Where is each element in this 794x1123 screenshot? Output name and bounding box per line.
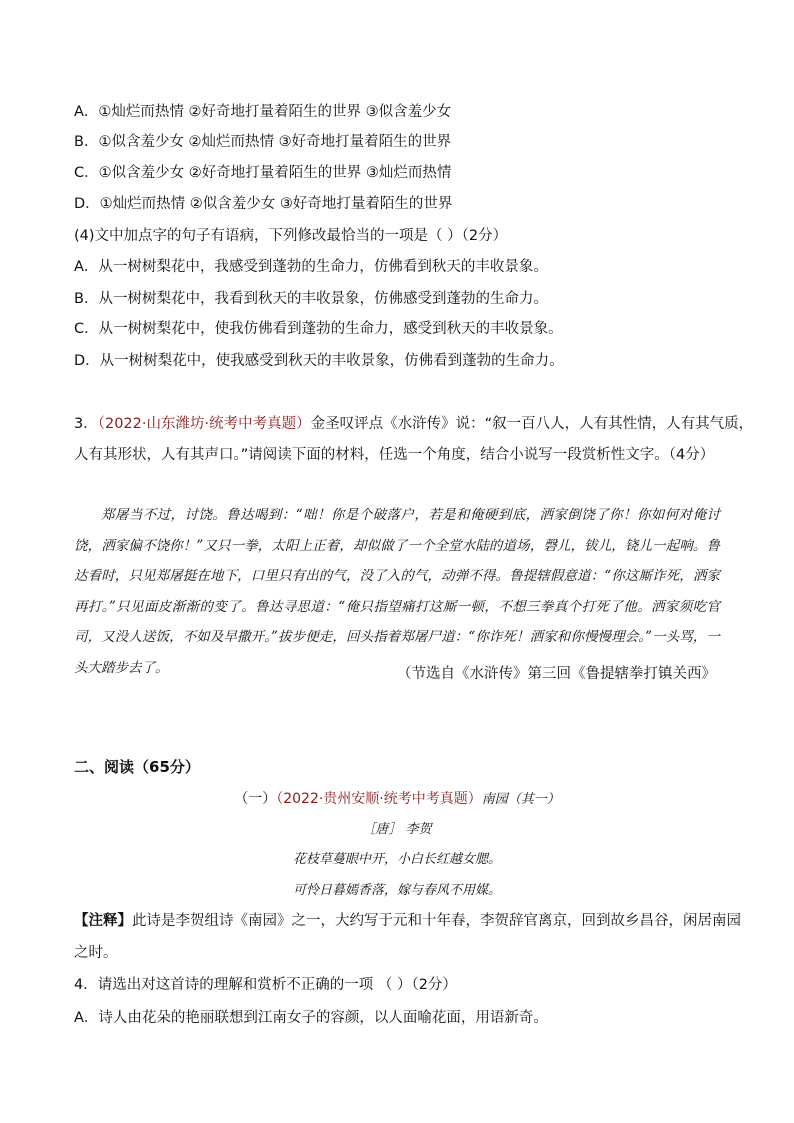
excerpt-passage: 郑屠当不过，讨饶。鲁达喝到：“咄！你是个破落户，若是和俺硬到底，洒家倒饶了你！你如何对俺讨饶，洒家偏不饶你！”又只一拳，太阳上正着，却似做了一个全堂水陆的道场，磬儿，钹儿，铙儿一起响。鲁达看时，只见郑屠挺在地下，口里只有出的气，没了入的气，动弹不得。鲁提辖假意道：“你这厮诈死，洒家再打。”只见面皮渐渐的变了。鲁达寻思道：“俺只指望痛打这厮一顿，不想三拳真个打死了他。洒家须吃官司，又没人送饭，不如及早撒开。”拔步便走，回头指着郑屠尸道：“你诈死！洒家和你慢慢理会。”一头骂，一头大踏步去了。 (74, 507, 720, 676)
excerpt-source: （节选自《水浒传》第三回《鲁提辖拳打镇关西》 (397, 666, 716, 682)
option-b: B．①似含羞少女 ②灿烂而热情 ③好奇地打量着陌生的世界 (74, 134, 452, 150)
poem-heading (0, 789, 794, 810)
annotation-text: 此诗是李贺组诗《南园》之一，大约写于元和十年春，李贺辞官离京，回到故乡昌谷，闲居南园 (132, 913, 741, 929)
question-3-line-1 (74, 414, 753, 434)
poem-line-1: 花枝草蔓眼中开，小白长红越女腮。 (292, 852, 501, 867)
poem-title: 南园（其一） (481, 792, 560, 807)
source-tag: （2022·贵州安顺·统考中考真题） (276, 791, 482, 807)
question-stem: (4)文中加点字的句子有语病，下列修改最恰当的一项是（ ）（2分） (74, 228, 508, 244)
option-b: B．从一树树梨花中，我看到秋天的丰收景象，仿佛感受到蓬勃的生命力。 (74, 291, 548, 307)
poem-prefix: （一） (234, 791, 277, 807)
option-a: A．①灿烂而热情 ②好奇地打量着陌生的世界 ③似含羞少女 (74, 104, 452, 120)
question-4-stem: 4．请选出对这首诗的理解和赏析不正确的一项 （ ）（2分） (74, 977, 457, 993)
annotation-label: 【注释】 (74, 913, 132, 929)
option-a: A．从一树树梨花中，我感受到蓬勃的生命力，仿佛看到秋天的丰收景象。 (74, 259, 548, 275)
question-3-line-2: 人有其形状，人有其声口。”请阅读下面的材料，任选一个角度，结合小说写一段赏析性文字。（4分） (74, 447, 715, 463)
source-tag: （2022·山东潍坊·统考中考真题） (97, 416, 311, 432)
question-text: 金圣叹评点《水浒传》说：“叙一百八人，人有其性情，人有其气质， (310, 416, 754, 432)
option-d: D．从一树树梨花中，使我感受到秋天的丰收景象，仿佛看到蓬勃的生命力。 (74, 353, 564, 369)
annotation (74, 911, 741, 931)
option-c: C．①似含羞少女 ②好奇地打量着陌生的世界 ③灿烂而热情 (74, 165, 452, 181)
poem-line-2: 可怜日暮嫣香落，嫁与春风不用媒。 (292, 883, 501, 898)
option-c: C．从一树树梨花中，使我仿佛看到蓬勃的生命力，感受到秋天的丰收景象。 (74, 321, 563, 337)
poem-author: ［唐］ 李贺 (362, 822, 432, 837)
question-number: 3． (74, 416, 98, 432)
annotation-continued: 之时。 (74, 945, 118, 961)
section-title: 二、阅读（65分） (74, 758, 200, 776)
option-d: D．①灿烂而热情 ②似含羞少女 ③好奇地打量着陌生的世界 (74, 196, 453, 212)
option-a: A．诗人由花朵的艳丽联想到江南女子的容颜，以人面喻花面，用语新奇。 (74, 1010, 548, 1026)
